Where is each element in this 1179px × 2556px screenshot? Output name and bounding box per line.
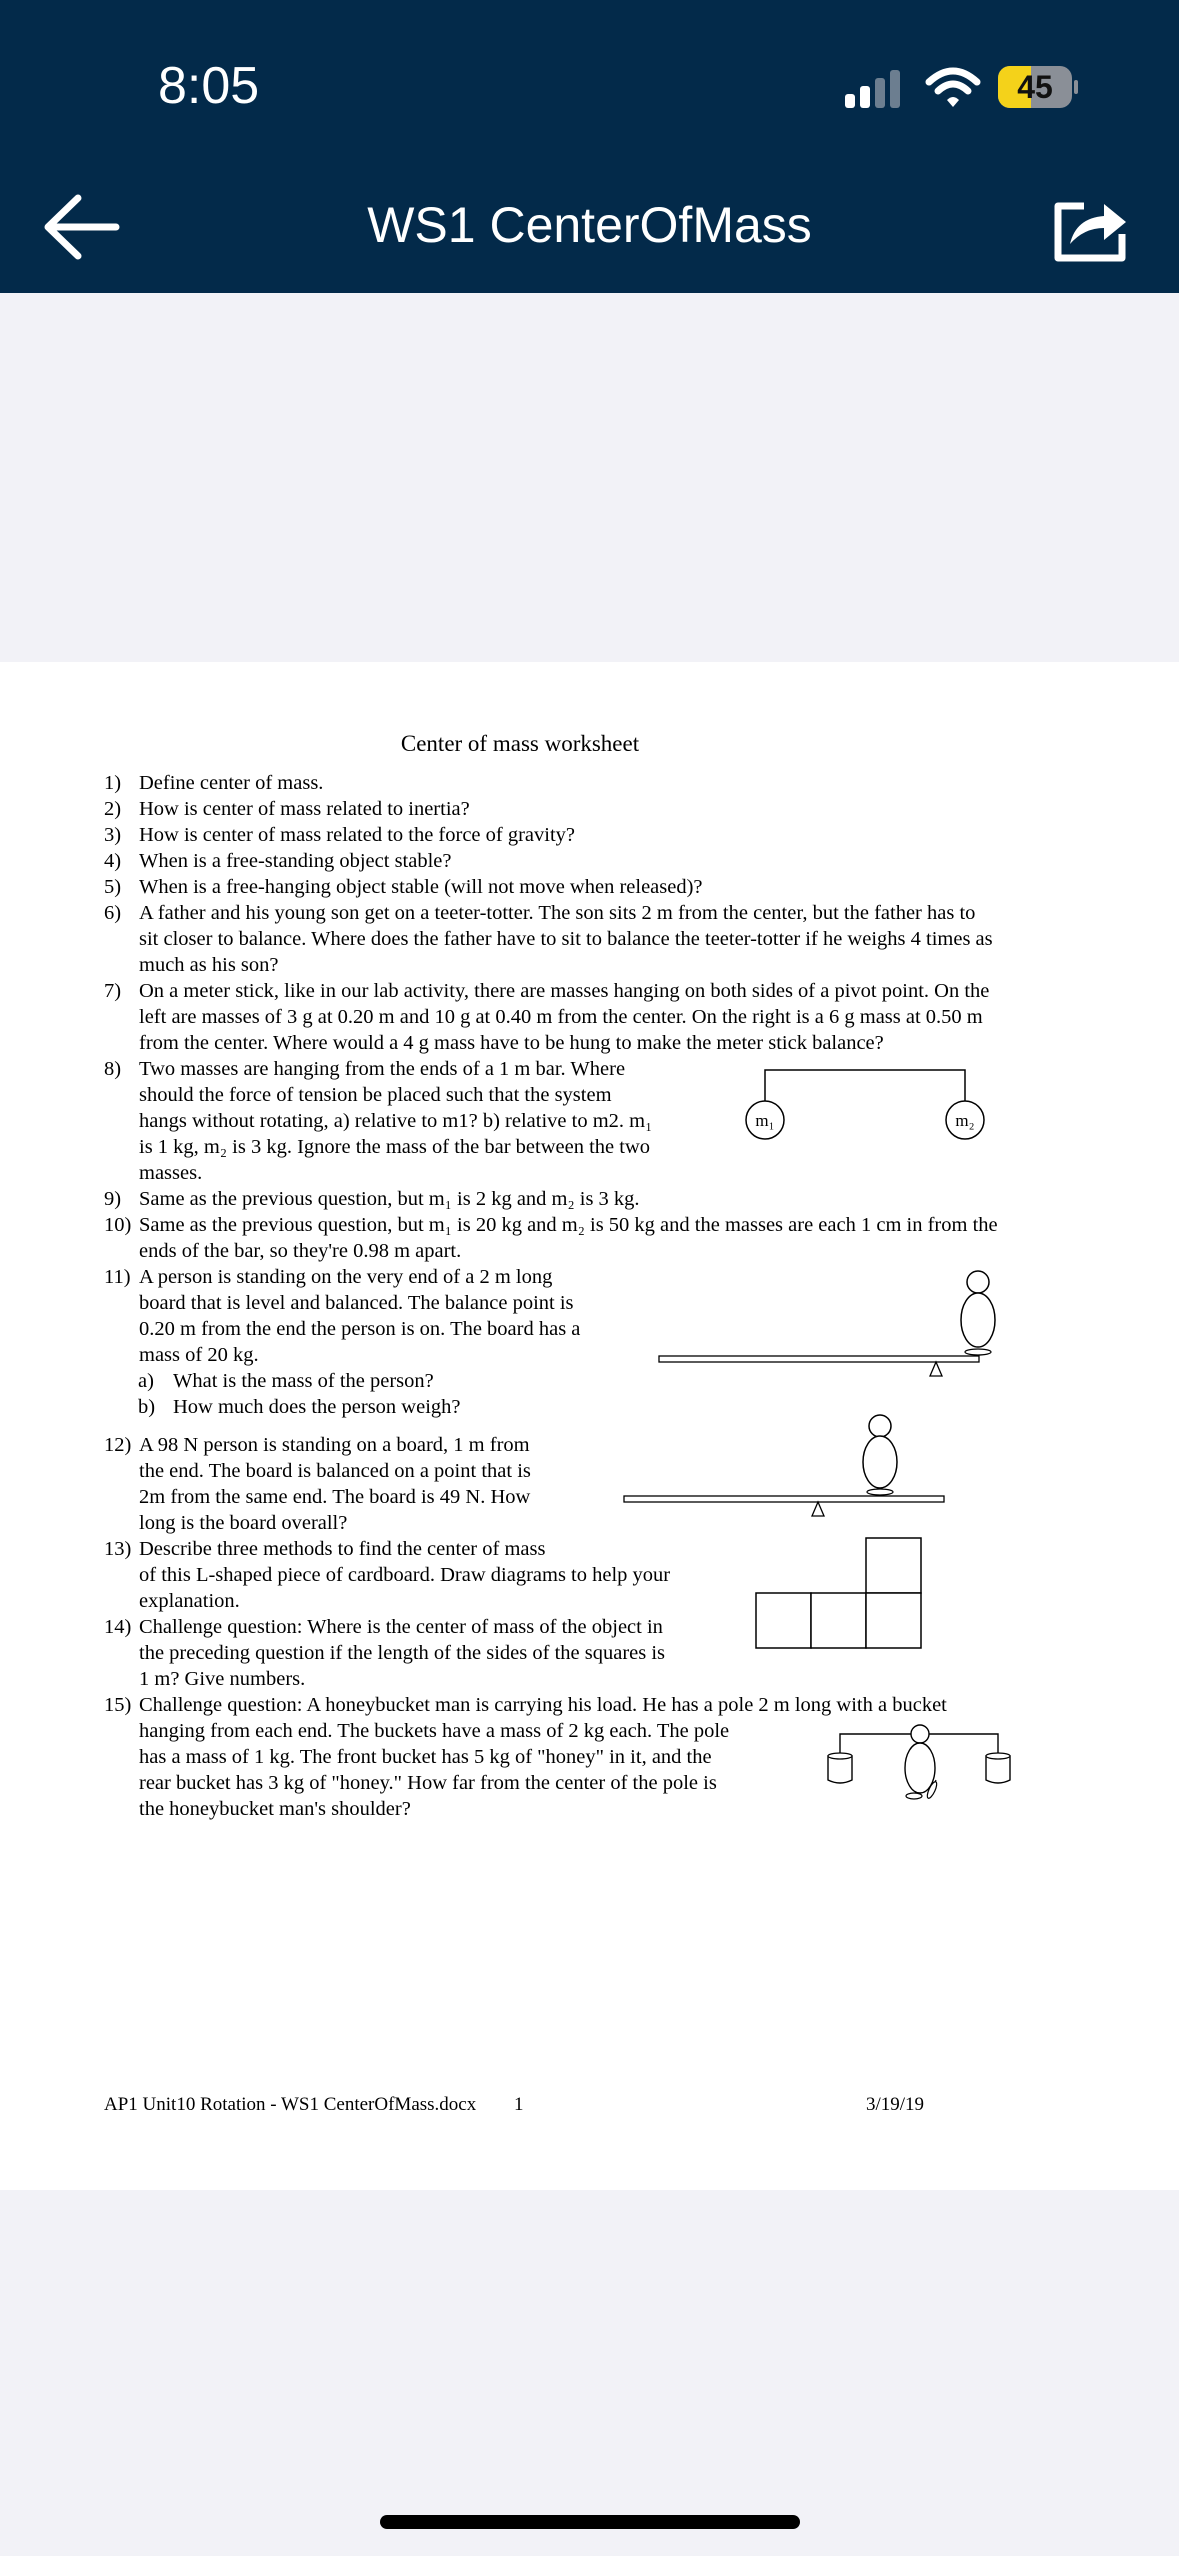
person-head — [967, 1271, 989, 1293]
pivot — [812, 1502, 824, 1516]
battery-tip — [1074, 80, 1078, 94]
square-bottom-left — [756, 1593, 811, 1648]
man-head — [911, 1725, 929, 1743]
battery-icon — [998, 66, 1072, 108]
figure-person-board-pivot — [620, 1414, 950, 1530]
document-title: WS1 CenterOfMass — [367, 197, 812, 253]
figure-hanging-masses — [735, 1064, 1005, 1140]
figure-person-board-end — [655, 1270, 1005, 1394]
worksheet-title: Center of mass worksheet — [400, 731, 640, 756]
person-body — [863, 1436, 897, 1488]
figure-l-shape — [754, 1536, 924, 1650]
document-page: Center of mass worksheet 1) Define center of mass. 2) How is center of mass related to inertia? 3) How is center of mass related to the force of gravity? 4) When is a free-standing object stable? 5) When is a free-hanging object stable (will not move when released)? 6) A father and his young son get on a teeter-totter. The son sits 2 m from the center, but the father has to sit closer to balance. Where does the father have to sit to balance the teeter-totter if he weighs 4 times as much as his son? 7) On a meter stick, like in our lab activity, there are masses hanging on both sides of a pivot point. On the left are masses of 3 g at 0.20 m and 10 g at 0.40 m from the center. On the right is a 6 g mass at 0.50 m from the center. Where would a 4 g mass have to be hung to make the meter stick balance? 8) Two masses are hanging from the ends of a 1 m bar. Where should the force of tension be placed such that the system hangs without rotating, a) relative to m1? b) relative to m2. m₁ is 1 kg, m₂ is 3 kg. Ignore the mass of the bar between the two masses. m₁ m₂ 9) Same as the previous question, but m₁ is 2 kg and m₂ is 3 kg. 10) Same as the previous question, but m₁ is 20 kg and m₂ is 50 kg and the masses are each 1 cm in from the ends of the bar, so they're 0.98 m apart. 11) A person is standing on the very end of a 2 m long board that is level and balanced. The balance point is 0.20 m from the end the person is on. The board has a mass of 20 kg. a) What is the mass of the person? b) How much does the person weigh? 12) A 98 N person is standing on a board, 1 m from the end. The board is balanced on a point that is 2m from the same end. The board is 49 N. How long is the board overall? 13) Describe three methods to find the center of mass of this L-shaped piece of cardboard. Draw diagrams to help your explanation. 14) Challenge question: Where is the center of mass of the object in the preceding question if the length of the sides of the squares is 1 m? Give numbers. 15) Challenge question: A honeybucket man is carrying his load. He has a pole 2 m long with a bucket hanging from each end. The buckets have a mass of 2 kg each. The pole has a mass of 1 kg. The front bucket has 5 kg of "honey" in it, and the rear bucket has 3 kg of "honey." How far from the center of the pole is the honeybucket man's shoulder? AP1 Unit10 Rotation - WS1 CenterOfMass.docx 1 3/19/19 — [0, 662, 1179, 2190]
battery-indicator — [998, 66, 1078, 108]
battery-level: 45 — [1017, 69, 1053, 105]
person-head — [869, 1415, 891, 1437]
square-top — [866, 1538, 921, 1593]
square-bottom-right — [866, 1593, 921, 1648]
label-m1: m₁ — [755, 1111, 775, 1130]
home-indicator[interactable] — [380, 2515, 800, 2529]
square-bottom-middle — [811, 1593, 866, 1648]
bucket-rear — [828, 1756, 852, 1783]
board — [624, 1496, 944, 1502]
footer-date: 3/19/19 — [866, 2094, 925, 2115]
person-feet — [867, 1489, 893, 1495]
footer-file: AP1 Unit10 Rotation - WS1 CenterOfMass.docx — [104, 2094, 477, 2115]
wifi-icon — [925, 66, 981, 110]
share-icon[interactable] — [1050, 192, 1130, 264]
label-m2: m₂ — [955, 1111, 975, 1130]
status-time: 8:05 — [158, 57, 260, 115]
person-body — [961, 1293, 995, 1347]
pivot — [930, 1362, 942, 1376]
board — [659, 1356, 979, 1362]
figure-honeybucket-man — [822, 1722, 1022, 1808]
bucket-front — [986, 1756, 1010, 1783]
person-feet — [965, 1349, 991, 1355]
top-bar — [0, 0, 1179, 293]
cellular-signal-icon — [845, 68, 905, 110]
footer-page-number: 1 — [514, 2094, 524, 2115]
bar-line — [765, 1070, 965, 1104]
